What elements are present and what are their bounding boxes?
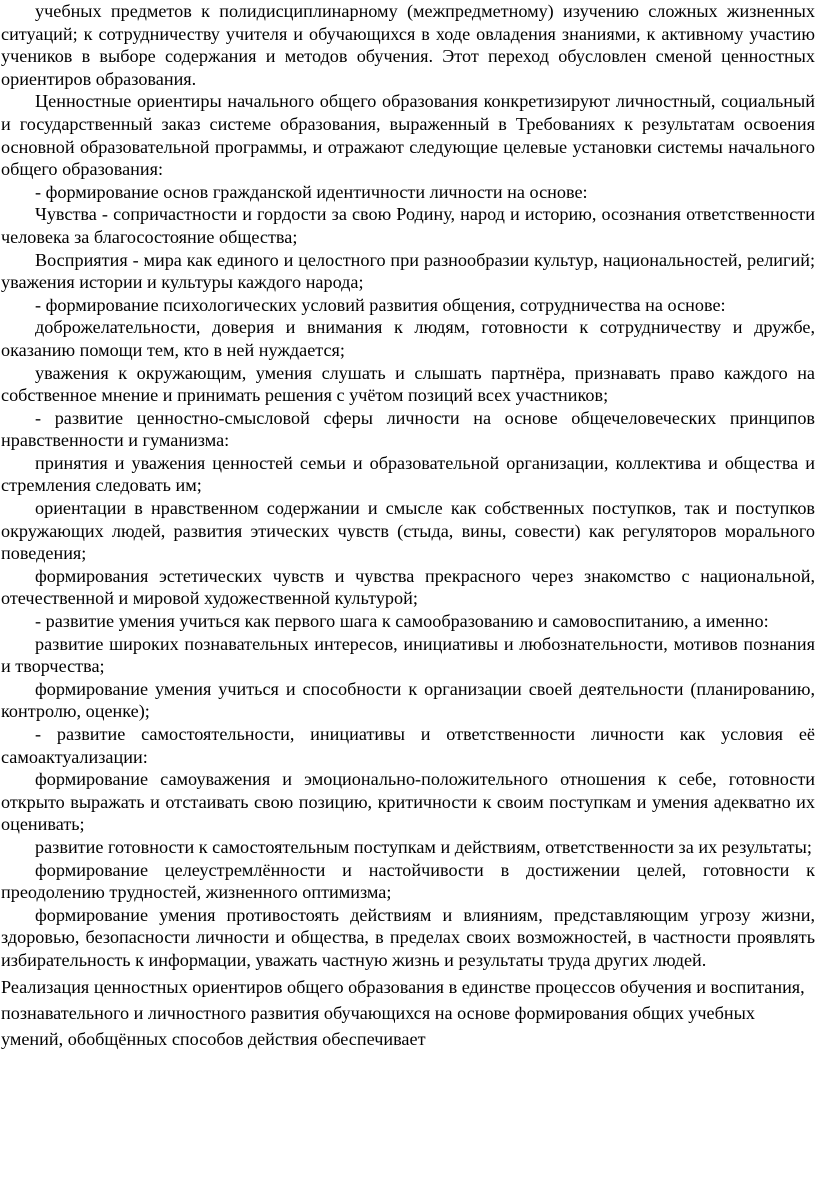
paragraph-value-sphere: - развитие ценностно-смысловой сферы личности на основе общечеловеческих принципов нравственности и гуманизма: — [1, 407, 815, 451]
paragraph-resist-threats: формирование умения противостоять действиям и влияниям, представляющим угрозу жизни, здоровью, безопасности личности и общества, в пределах своих возможностей, в частности проявлять избирательность к информации, уважать частную жизнь и результаты труда других людей. — [1, 904, 815, 970]
paragraph-cognitive-interests: развитие широких познавательных интересов, инициативы и любознательности, мотивов познания и творчества; — [1, 633, 815, 677]
paragraph-respect-others: уважения к окружающим, умения слушать и слышать партнёра, признавать право каждого на собственное мнение и принимать решения с учётом позиций всех участников; — [1, 362, 815, 406]
paragraph-closing: Реализация ценностных ориентиров общего образования в единстве процессов обучения и воспитания, познавательного и личностного развития обучающихся на основе формирования общих учебных умений, обобщённых способов действия обеспечивает — [1, 976, 805, 1049]
paragraph-independence: - развитие самостоятельности, инициативы и ответственности личности как условия её самоактуализации: — [1, 724, 815, 767]
paragraph-moral-orientation: ориентации в нравственном содержании и смысле как собственных поступков, так и поступков окружающих людей, развития этических чувств (стыда, вины, совести) как регуляторов морального поведения; — [1, 498, 815, 564]
paragraph-family-values: принятия и уважения ценностей семьи и образовательной организации, коллектива и общества и стремления следовать им; — [1, 452, 815, 496]
paragraph-goodwill: доброжелательности, доверия и внимания к людям, готовности к сотрудничеству и дружбе, оказанию помощи тем, кто в ней нуждается; — [1, 317, 815, 360]
paragraph-self-organization: формирование умения учиться и способности к организации своей деятельности (планированию, контролю, оценке); — [1, 678, 815, 722]
paragraph-learning-skills: - развитие умения учиться как первого шага к самообразованию и самовоспитанию, а именно: — [35, 611, 769, 632]
paragraph-perception-world: Восприятия - мира как единого и целостного при разнообразии культур, национальностей, религий; уважения истории и культуры каждого народа; — [1, 249, 815, 293]
paragraph-value-orientations: Ценностные ориентиры начального общего образования конкретизируют личностный, социальный и государственный заказ системе образования, выраженный в Требованиях к результатам освоения основной образовательной программы, и отражают следующие целевые установки системы начального общего образования: — [1, 91, 815, 180]
paragraph-aesthetic-feelings: формирования эстетических чувств и чувства прекрасного через знакомство с национальной, отечественной и мировой художественной культурой; — [1, 565, 815, 609]
paragraph-intro-continuation: учебных предметов к полидисциплинарному (межпредметному) изучению сложных жизненных ситуаций; к сотрудничеству учителя и обучающихся в ходе овладения знаниями, к активному участию учеников в выборе содержания и методов обучения. Этот переход обусловлен сменой ценностных ориентиров образования. — [1, 1, 815, 89]
paragraph-psychological-conditions: - формирование психологических условий развития общения, сотрудничества на основе: — [35, 294, 726, 315]
paragraph-feelings-homeland: Чувства - сопричастности и гордости за свою Родину, народ и историю, осознания ответственности человека за благосостояние общества; — [1, 204, 815, 247]
paragraph-self-respect: формирование самоуважения и эмоционально-положительного отношения к себе, готовности открыто выражать и отстаивать свою позицию, критичности к своим поступкам и умения адекватно их оценивать; — [1, 769, 815, 835]
paragraph-readiness-actions: развитие готовности к самостоятельным поступкам и действиям, ответственности за их результаты; — [35, 836, 812, 857]
paragraph-purposefulness: формирование целеустремлённости и настойчивости в достижении целей, готовности к преодолению трудностей, жизненного оптимизма; — [1, 859, 815, 903]
paragraph-civic-identity: - формирование основ гражданской идентичности личности на основе: — [35, 181, 588, 202]
